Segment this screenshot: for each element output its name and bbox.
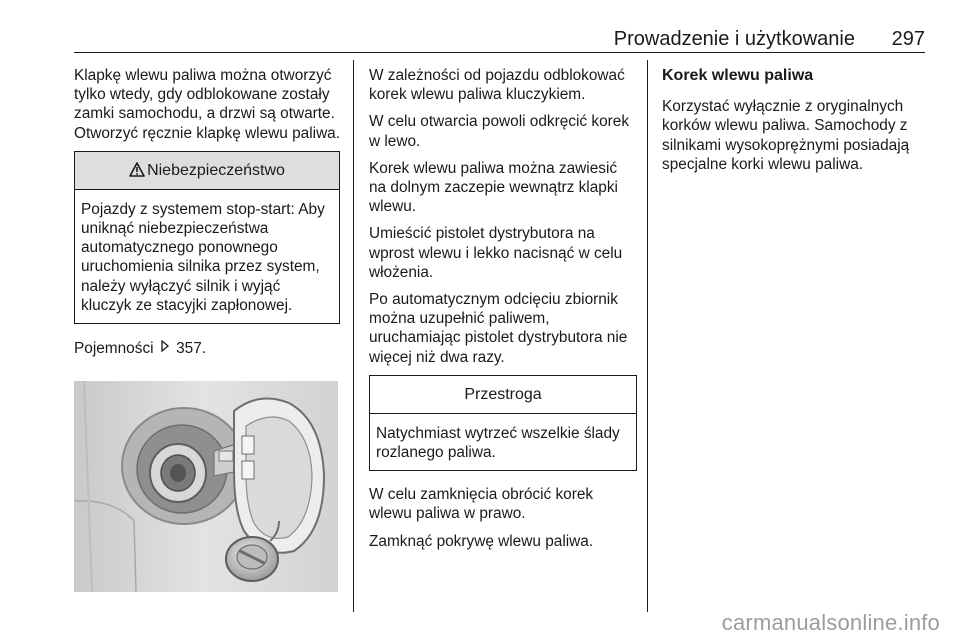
danger-box-title: Niebezpieczeństwo — [147, 161, 285, 179]
fuel-filler-illustration — [74, 381, 338, 592]
capacity-reference — [74, 338, 340, 358]
caution-box — [369, 375, 637, 471]
danger-box — [74, 151, 340, 324]
paragraph: W celu otwarcia powoli odkręcić korek w lewo. — [369, 113, 630, 150]
paragraph: Korek wlewu paliwa można zawiesić na dolnym zaczepie wewnątrz klapki wlewu. — [369, 159, 618, 216]
reference-arrow-icon — [160, 338, 170, 357]
paragraph: Zamknąć pokrywę wlewu paliwa. — [369, 532, 594, 550]
page-header — [74, 26, 925, 53]
column-3 — [662, 66, 925, 182]
danger-box-header — [75, 152, 339, 190]
page-number: 297 — [891, 28, 925, 50]
paragraph: W celu zamknięcia obrócić korek wlewu paliwa w prawo. — [369, 486, 594, 523]
danger-box-body: Pojazdy z systemem stop-start: Aby uniknąć niebezpieczeństwa automatycznego ponownego uruchomienia silnika przez system, należy wyłączyć silnik i wyjąć kluczyk ze stacyjki zapłonowej. — [81, 200, 325, 314]
column-divider — [353, 60, 354, 612]
caution-box-title: Przestroga — [370, 376, 636, 414]
paragraph: Po automatycznym odcięciu zbiornik można uzupełnić paliwem, uruchamiając pistolet dystrybutora nie więcej niż dwa razy. — [369, 291, 628, 366]
paragraph: W zależności od pojazdu odblokować korek wlewu paliwa kluczykiem. — [369, 67, 625, 104]
capacity-label: Pojemności — [74, 340, 154, 358]
intro-paragraph: Klapkę wlewu paliwa można otworzyć tylko wtedy, gdy odblokowane zostały zamki samochodu, a drzwi są otwarte. Otworzyć ręcznie klapkę wlewu paliwa. — [74, 67, 341, 142]
watermark: carmanualsonline.info — [721, 610, 940, 635]
column-1 — [74, 66, 340, 366]
column-2 — [369, 66, 637, 559]
paragraph: Umieścić pistolet dystrybutora na wprost wlewu i lekko nacisnąć w celu włożenia. — [369, 225, 623, 281]
chapter-title: Prowadzenie i użytkowanie — [613, 28, 855, 50]
section-body: Korzystać wyłącznie z oryginalnych korków wlewu paliwa. Samochody z silnikami wysokoprężnymi posiadają specjalne korki wlewu paliwa. — [662, 98, 910, 173]
section-heading: Korek wlewu paliwa — [662, 67, 814, 84]
column-divider — [647, 60, 648, 612]
warning-triangle-icon — [129, 154, 145, 191]
capacity-page-link[interactable]: 357. — [176, 340, 207, 358]
caution-box-body: Natychmiast wytrzeć wszelkie ślady rozlanego paliwa. — [376, 424, 620, 462]
